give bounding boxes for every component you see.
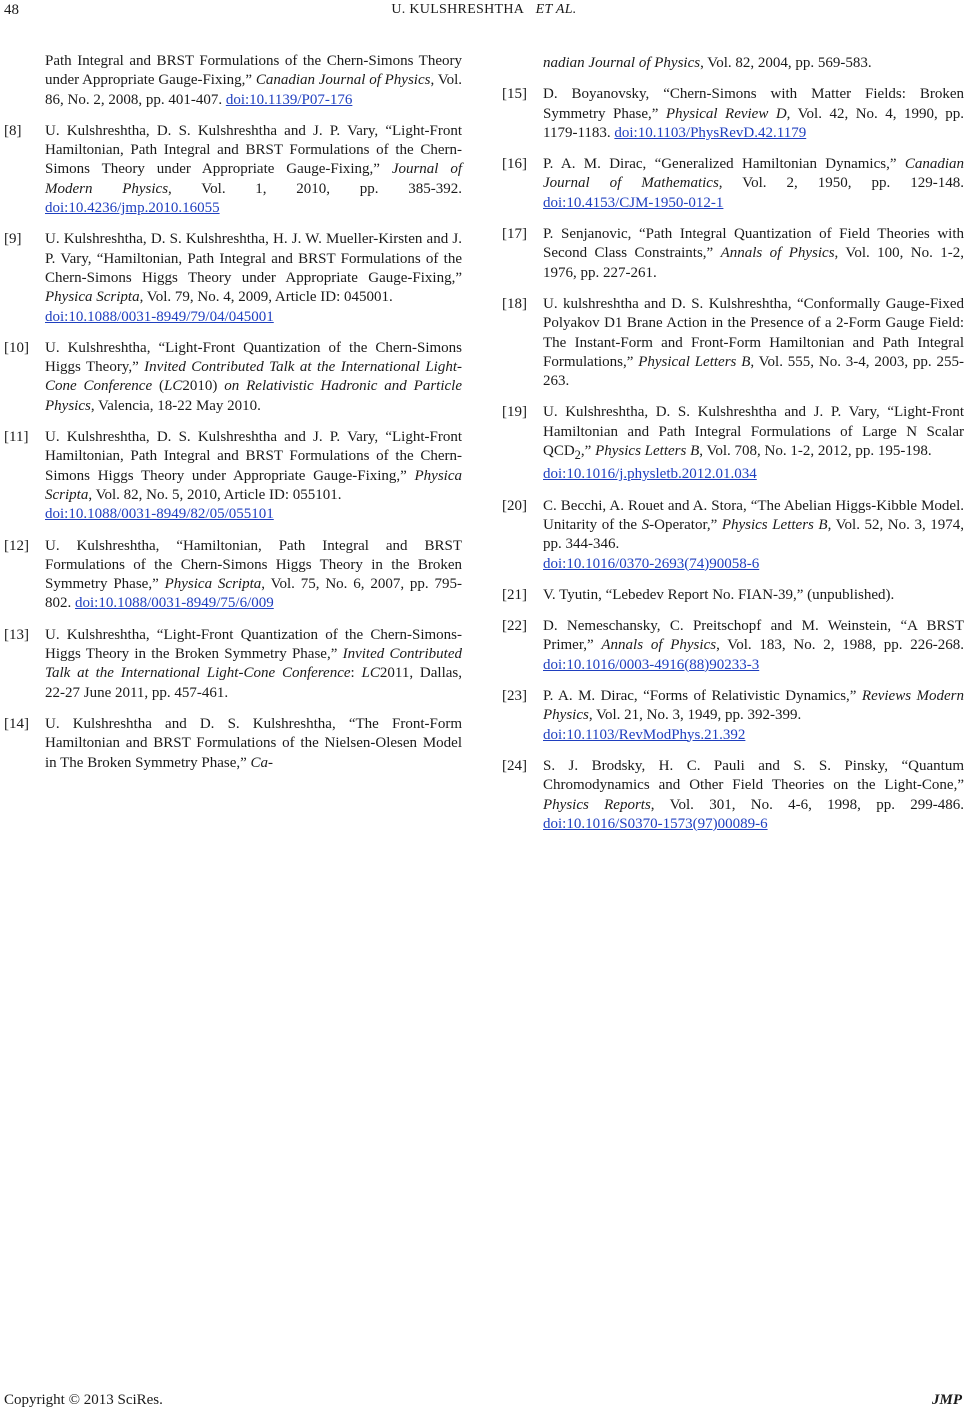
reference-number: [10] xyxy=(4,339,29,356)
reference-text: , Vol. 555, No. 3-4, 2003, pp. 255-263. xyxy=(543,353,964,390)
reference-italic-text: Physical Letters B xyxy=(638,353,751,370)
reference-italic-text: Physica Scripta xyxy=(45,289,140,306)
doi-link[interactable]: doi:10.1103/RevModPhys.21.392 xyxy=(543,726,746,743)
reference-number: [14] xyxy=(4,715,29,732)
reference-entry xyxy=(502,497,964,574)
running-head-et-al: ET AL. xyxy=(535,2,577,17)
reference-text: , Vol. 100, No. 1-2, 1976, pp. 227-261. xyxy=(543,245,965,281)
reference-entry xyxy=(502,295,964,391)
running-head-author: U. KULSHRESHTHA xyxy=(391,2,525,17)
reference-text: , Vol. 82, 2004, pp. 569-583. xyxy=(700,55,872,71)
reference-text: : xyxy=(350,665,362,682)
reference-text: U. Kulshreshtha, “Light-Front Quantization of the Chern-Simons Higgs Theory,” xyxy=(45,339,462,376)
doi-link[interactable]: doi:10.1088/0031-8949/75/6/009 xyxy=(75,595,274,612)
reference-entry xyxy=(4,339,462,416)
reference-entry xyxy=(502,155,964,213)
reference-italic-text: Physics Letters B xyxy=(721,516,828,533)
reference-entry xyxy=(502,757,964,834)
reference-italic-text: LC xyxy=(361,665,380,682)
reference-text: P. A. M. Dirac, “Generalized Hamiltonian Dynamics,” xyxy=(543,156,905,173)
reference-text: ( xyxy=(152,378,165,395)
reference-text: U. Kulshreshtha, D. S. Kulshreshtha and J. P. Vary, “Light-Front Hamiltonian and Path Integral Formulations of Large N Scalar QCD xyxy=(543,404,964,460)
reference-italic-text: LC xyxy=(164,378,183,395)
reference-italic-text: Invited Contributed Talk at the International Light-Cone Conference xyxy=(45,359,462,395)
doi-link[interactable]: doi:10.1016/0370-2693(74)90058-6 xyxy=(543,555,760,572)
reference-text: U. Kulshreshtha, D. S. Kulshreshtha, H. J. W. Mueller-Kirsten and J. P. Vary, “Hamiltonian, Path Integral and BRST Formulations of the Chern-Simons Higgs Theory under Appropriate Gauge-Fixing,” xyxy=(45,231,462,286)
reference-text: D. Nemeschansky, C. Preitschopf and M. Weinstein, “A BRST Primer,” xyxy=(543,618,964,654)
reference-italic-text: Annals of Physics xyxy=(720,245,835,262)
reference-continuation xyxy=(502,54,964,73)
doi-link[interactable]: doi:10.1016/S0370-1573(97)00089-6 xyxy=(543,815,768,832)
doi-link[interactable]: doi:10.1139/P07-176 xyxy=(225,91,353,108)
doi-link[interactable]: doi:10.1088/0031-8949/82/05/055101 xyxy=(45,506,274,523)
reference-text: U. Kulshreshtha, D. S. Kulshreshtha and J. P. Vary, “Light-Front Hamiltonian, Path Integral and BRST Formulations of the Chern-Simons Higgs Theory under Appropriate Gauge-Fixing,” xyxy=(45,429,462,484)
page-number: 48 xyxy=(4,2,19,18)
reference-number: [16] xyxy=(502,156,527,173)
reference-text: , Vol. 21, No. 3, 1949, pp. 392-399. xyxy=(588,707,802,724)
reference-italic-text: Ca- xyxy=(250,754,274,771)
reference-italic-text: Physical Review D xyxy=(665,105,787,122)
journal-abbreviation: JMP xyxy=(932,1392,962,1408)
reference-number: [13] xyxy=(4,626,29,643)
reference-italic-text: nadian Journal of Physics xyxy=(543,55,701,71)
reference-text: U. Kulshreshtha, “Light-Front Quantization of the Chern-Simons-Higgs Theory in the Broken Symmetry Phase,” xyxy=(45,626,462,663)
reference-text: D. Boyanovsky, “Chern-Simons with Matter Fields: Broken Symmetry Phase,” xyxy=(543,86,964,122)
reference-text: V. Tyutin, “Lebedev Report No. FIAN-39,” (unpublished). xyxy=(543,586,895,603)
reference-text: , Vol. 301, No. 4-6, 1998, pp. 299-486. xyxy=(650,796,965,813)
reference-number: [23] xyxy=(502,688,527,705)
reference-number: [17] xyxy=(502,226,527,243)
reference-text: , Vol. 1, 2010, pp. 385-392. xyxy=(168,180,462,197)
reference-entry xyxy=(502,403,964,484)
reference-entry xyxy=(502,85,964,143)
reference-entry xyxy=(502,586,964,605)
reference-text: Path Integral and BRST Formulations of the Chern-Simons Theory under Appropriate Gauge-Fixing,” xyxy=(45,53,462,89)
running-head xyxy=(0,2,968,18)
reference-entry xyxy=(502,225,964,283)
subscript: 2 xyxy=(574,448,581,463)
reference-text: U. Kulshreshtha, “Hamiltonian, Path Integral and BRST Formulations of the Chern-Simons Higgs Theory in the Broken Symmetry Phase,” xyxy=(45,537,462,593)
reference-italic-text: Physica Scripta xyxy=(164,576,262,593)
reference-entry xyxy=(4,428,462,524)
reference-italic-text: Annals of Physics xyxy=(601,637,717,654)
reference-number: [8] xyxy=(4,122,22,139)
page-header xyxy=(0,0,968,28)
reference-text: C. Becchi, A. Rouet and A. Stora, “The Abelian Higgs-Kibble Model. Unitarity of the xyxy=(543,497,964,533)
reference-entry xyxy=(4,230,462,326)
reference-text: , Vol. 75, No. 6, 2007, pp. 795-802. xyxy=(45,576,462,612)
reference-text: P. A. M. Dirac, “Forms of Relativistic Dynamics,” xyxy=(543,688,862,705)
reference-number: [12] xyxy=(4,537,29,554)
reference-entry xyxy=(4,122,462,218)
reference-text: 2011, Dallas, 22-27 June 2011, pp. 457-461. xyxy=(45,665,463,701)
reference-text: , Vol. 183, No. 2, 1988, pp. 226-268. xyxy=(716,637,964,654)
reference-text: -Operator,” xyxy=(649,516,722,533)
doi-link[interactable]: doi:10.1016/0003-4916(88)90233-3 xyxy=(543,656,760,673)
reference-text: P. Senjanovic, “Path Integral Quantization of Field Theories with Second Class Constraints,” xyxy=(543,226,964,262)
reference-italic-text: Canadian Journal of Physics xyxy=(255,72,431,89)
reference-text: , Vol. 2, 1950, pp. 129-148. xyxy=(718,175,964,192)
reference-entry xyxy=(4,715,462,773)
reference-italic-text: Physica Scripta xyxy=(45,467,462,503)
doi-link[interactable]: doi:10.1016/j.physletb.2012.01.034 xyxy=(543,466,757,483)
reference-italic-text: S xyxy=(641,516,650,533)
reference-number: [9] xyxy=(4,231,22,248)
page-footer xyxy=(0,1392,968,1412)
reference-text: , Vol. 42, No. 4, 1990, pp. 1179-1183. xyxy=(543,105,964,141)
reference-number: [20] xyxy=(502,497,527,514)
reference-text: , Vol. 79, No. 4, 2009, Article ID: 045001. xyxy=(139,289,393,306)
reference-number: [18] xyxy=(502,295,527,312)
reference-number: [21] xyxy=(502,586,527,603)
reference-italic-text: Invited Contributed Talk at the International Light-Cone Conference xyxy=(45,646,462,682)
reference-text: S. J. Brodsky, H. C. Pauli and S. S. Pinsky, “Quantum Chromodynamics and Other Field Theories on the Light-Cone,” xyxy=(543,757,964,794)
reference-text: , Vol. 52, No. 3, 1974, pp. 344-346. xyxy=(543,516,964,553)
doi-link[interactable]: doi:10.1088/0031-8949/79/04/045001 xyxy=(45,308,274,325)
reference-text: , Vol. 82, No. 5, 2010, Article ID: 055101. xyxy=(88,486,342,503)
reference-text: ,” xyxy=(580,443,596,460)
copyright-notice: Copyright © 2013 SciRes. xyxy=(4,1392,163,1408)
reference-entry xyxy=(4,626,462,703)
reference-italic-text: Reviews Modern Physics xyxy=(543,688,964,724)
reference-text: , Vol. 708, No. 1-2, 2012, pp. 195-198. xyxy=(699,443,932,460)
reference-text: U. Kulshreshtha and D. S. Kulshreshtha, “The Front-Form Hamiltonian and BRST Formulations of the Nielsen-Olesen Model in The Broken Symmetry Phase,” xyxy=(45,715,462,771)
reference-text: , Vol. 86, No. 2, 2008, pp. 401-407. xyxy=(45,72,463,108)
doi-link[interactable]: doi:10.4236/jmp.2010.16055 xyxy=(45,200,220,217)
reference-text: U. Kulshreshtha, D. S. Kulshreshtha and J. P. Vary, “Light-Front Hamiltonian, Path Integral and BRST Formulations of the Chern-Simons Theory under Appropriate Gauge-Fixing,” xyxy=(45,122,462,178)
reference-entry xyxy=(502,687,964,745)
reference-italic-text: Physics Letters B xyxy=(595,443,700,460)
reference-text: 2010) xyxy=(182,378,225,395)
reference-text: , Valencia, 18-22 May 2010. xyxy=(90,397,261,414)
reference-number: [15] xyxy=(502,86,527,103)
reference-number: [24] xyxy=(502,757,527,774)
reference-italic-text: Canadian Journal of Mathematics xyxy=(543,156,964,192)
reference-entry xyxy=(502,617,964,675)
reference-italic-text: Journal of Modern Physics xyxy=(45,161,462,197)
reference-italic-text: on Relativistic Hadronic and Particle Physics xyxy=(45,378,463,414)
reference-number: [11] xyxy=(4,429,29,446)
reference-continuation xyxy=(4,52,462,110)
doi-link[interactable]: doi:10.4153/CJM-1950-012-1 xyxy=(543,194,724,211)
reference-text: U. kulshreshtha and D. S. Kulshreshtha, “Conformally Gauge-Fixed Polyakov D1 Brane Action in the Presence of a 2-Form Gauge Field: The Instant-Form and Front-Form Hamiltonian and Path Integral Formulations,” xyxy=(543,295,964,370)
left-reference-column xyxy=(4,52,462,785)
reference-entry xyxy=(4,537,462,614)
doi-link[interactable]: doi:10.1103/PhysRevD.42.1179 xyxy=(614,124,807,141)
reference-number: [22] xyxy=(502,618,527,635)
reference-number: [19] xyxy=(502,404,527,421)
right-reference-column xyxy=(502,54,964,846)
reference-italic-text: Physics Reports xyxy=(543,796,651,813)
